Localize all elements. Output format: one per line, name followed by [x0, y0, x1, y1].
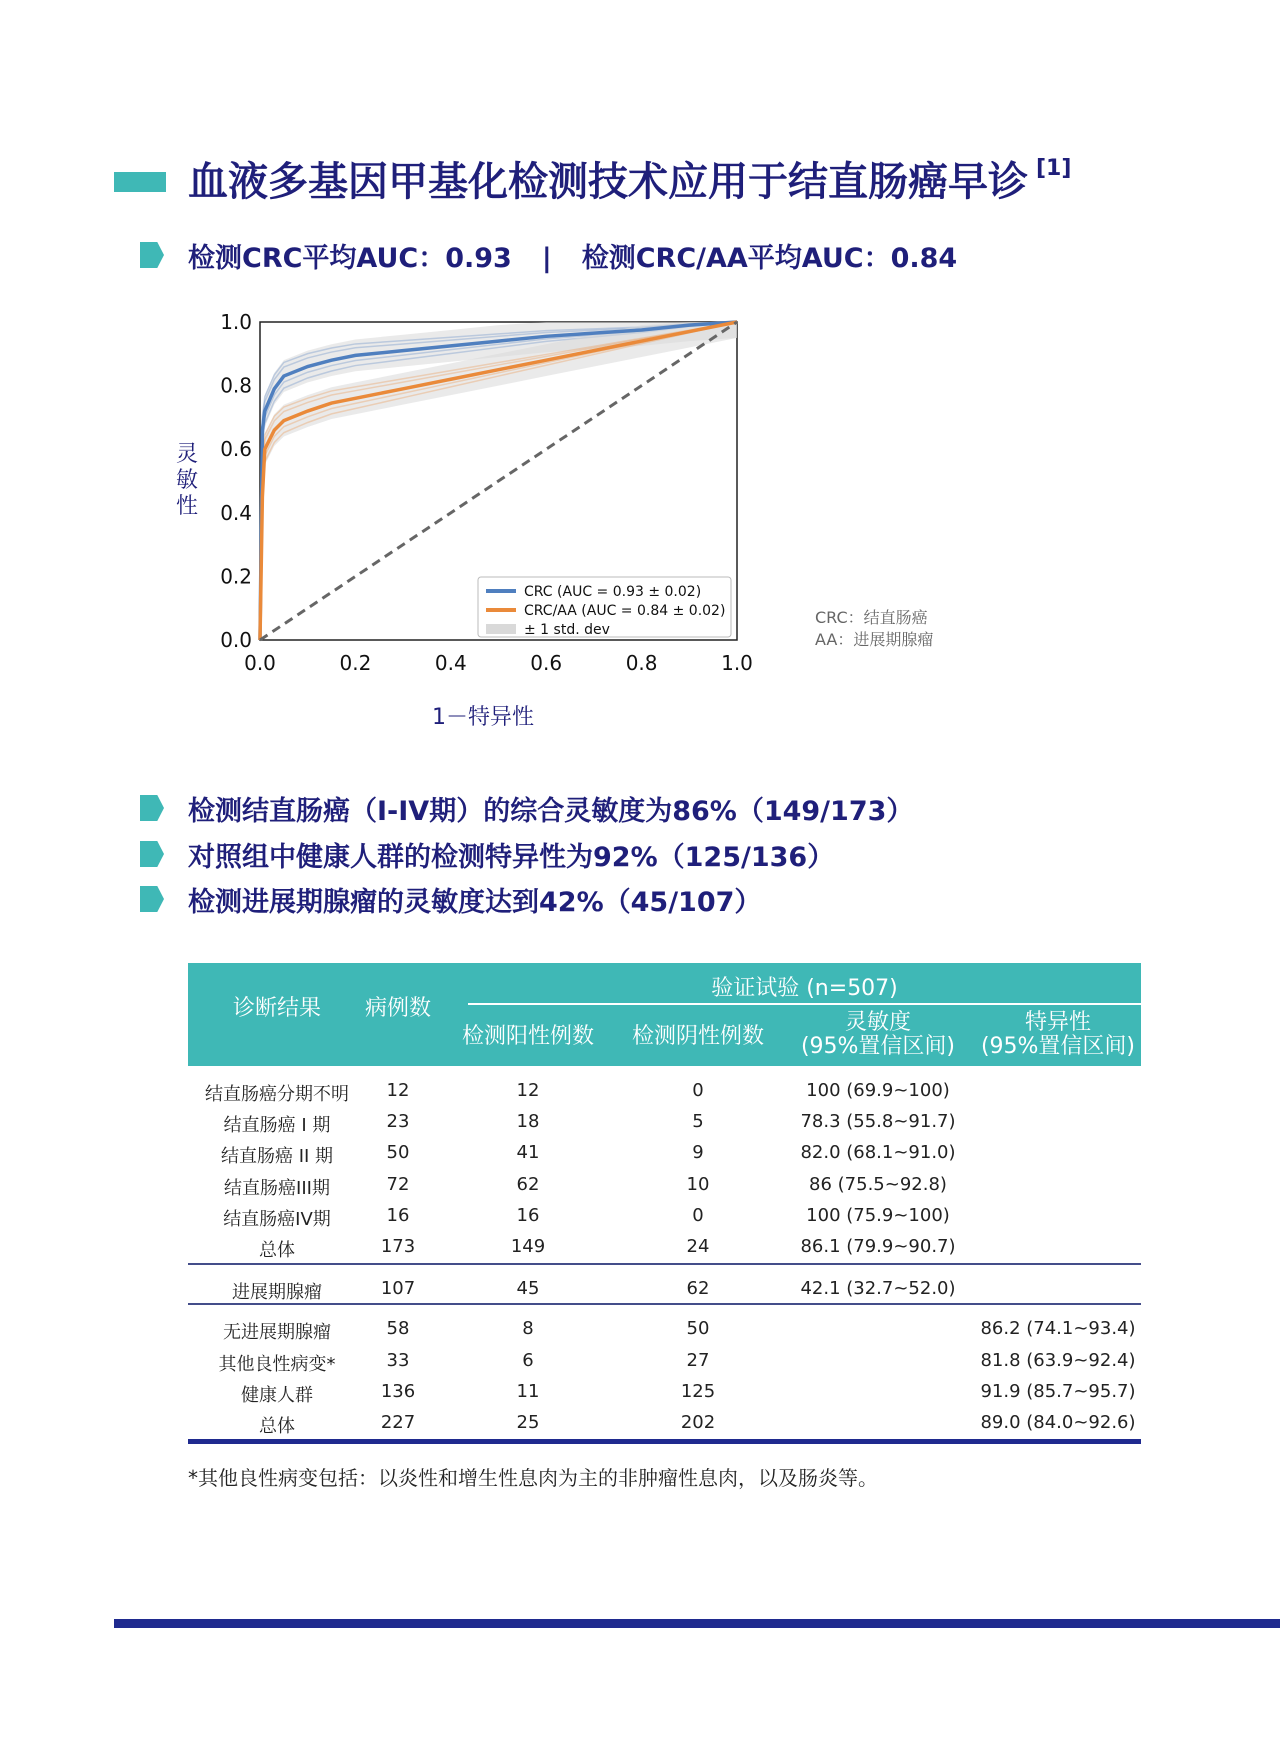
table-cell: 健康人群: [241, 1385, 313, 1406]
table-cell: 227: [380, 1412, 416, 1433]
table-cell: 86.2 (74.1~93.4): [980, 1318, 1136, 1339]
table-cell: 其他良性病变*: [218, 1354, 336, 1375]
table-row: [188, 1203, 1141, 1231]
table-row: [188, 1410, 1141, 1438]
header-specificity: 特异性 (95%置信区间): [980, 1010, 1136, 1059]
table-cell: 结直肠癌 II 期: [220, 1146, 334, 1167]
footer-bar: [114, 1619, 1280, 1628]
table-cell: 10: [686, 1174, 710, 1195]
table-cell: 结直肠癌III期: [224, 1178, 330, 1199]
table-row: [188, 1140, 1141, 1168]
x-tick-label: 0.8: [625, 651, 658, 675]
table-row: [188, 1078, 1141, 1106]
table-cell: 45: [516, 1278, 540, 1299]
table-divider: [188, 1303, 1141, 1305]
legend-label: CRC/AA (AUC = 0.84 ± 0.02): [524, 603, 726, 619]
roc-chart: [170, 300, 770, 690]
table-cell: 136: [380, 1381, 416, 1402]
footnote: *其他良性病变包括：以炎性和增生性息肉为主的非肿瘤性息肉，以及肠炎等。: [188, 1466, 878, 1490]
table-cell: 12: [516, 1080, 540, 1101]
auc-summary: [188, 236, 957, 275]
y-tick-label: 0.4: [220, 500, 252, 525]
x-tick-label: 0.0: [244, 651, 276, 675]
bullet-healthy-specificity: 对照组中健康人群的检测特异性为92%（125/136）: [188, 842, 835, 873]
table-row: [188, 1276, 1141, 1304]
results-table: [188, 963, 1141, 1456]
table-divider: [188, 1263, 1141, 1265]
table-cell: 50: [386, 1142, 410, 1163]
chart-note-aa: AA：进展期腺瘤: [815, 630, 934, 649]
table-cell: 结直肠癌分期不明: [205, 1084, 349, 1105]
chart-note-crc: CRC：结直肠癌: [815, 608, 928, 627]
table-cell: 149: [510, 1236, 546, 1257]
legend-swatch: [486, 624, 516, 634]
bullet-crc-sensitivity: 检测结直肠癌（I-IV期）的综合灵敏度为86%（149/173）: [188, 796, 914, 827]
bullet-arrow-icon: [140, 886, 164, 912]
table-cell: 18: [516, 1111, 540, 1132]
table-cell: 23: [386, 1111, 410, 1132]
bullet-arrow-icon: [140, 242, 164, 268]
x-tick-label: 0.2: [339, 651, 372, 675]
x-axis-title: 1－特异性: [432, 705, 534, 730]
title-accent-bar: [114, 172, 166, 192]
y-tick-label: 0.2: [220, 564, 252, 589]
table-cell: 16: [516, 1205, 540, 1226]
table-cell: 8: [522, 1318, 534, 1339]
table-cell: 6: [522, 1350, 534, 1371]
table-cell: 100 (69.9~100): [806, 1080, 950, 1101]
table-cell: 41: [516, 1142, 540, 1163]
table-row: [188, 1172, 1141, 1200]
table-cell: 89.0 (84.0~92.6): [980, 1412, 1136, 1433]
table-cell: 62: [516, 1174, 540, 1195]
table-header: [188, 963, 1141, 1066]
legend-label: ± 1 std. dev: [524, 622, 610, 638]
table-cell: 12: [386, 1080, 410, 1101]
table-cell: 无进展期腺瘤: [223, 1322, 331, 1343]
table-cell: 0: [692, 1205, 704, 1226]
x-tick-label: 0.4: [434, 651, 467, 675]
table-cell: 5: [692, 1111, 704, 1132]
legend-label: CRC (AUC = 0.93 ± 0.02): [524, 584, 702, 600]
header-cases: 病例数: [364, 996, 431, 1021]
table-cell: 42.1 (32.7~52.0): [800, 1278, 956, 1299]
auc-separator: |: [541, 243, 552, 274]
y-tick-label: 0.0: [220, 628, 252, 652]
y-tick-label: 0.6: [220, 437, 252, 462]
x-tick-label: 0.6: [530, 651, 563, 675]
table-row: [188, 1316, 1141, 1344]
table-cell: 72: [386, 1174, 410, 1195]
header-negative: 检测阴性例数: [631, 1024, 764, 1049]
table-cell: 0: [692, 1080, 704, 1101]
table-cell: 202: [680, 1412, 716, 1433]
table-cell: 11: [516, 1381, 540, 1402]
table-cell: 125: [680, 1381, 716, 1402]
table-cell: 24: [686, 1236, 710, 1257]
table-row: [188, 1348, 1141, 1376]
y-axis-title: 灵敏性: [176, 442, 199, 519]
table-cell: 50: [686, 1318, 710, 1339]
table-cell: 27: [686, 1350, 710, 1371]
header-divider: [468, 1003, 1141, 1005]
table-cell: 173: [380, 1236, 416, 1257]
table-cell: 结直肠癌 I 期: [223, 1115, 331, 1136]
table-cell: 25: [516, 1412, 540, 1433]
title-reference: [1]: [1036, 155, 1072, 181]
table-cell: 总体: [259, 1416, 295, 1437]
table-body: [188, 1066, 1141, 1456]
table-cell: 33: [386, 1350, 410, 1371]
table-cell: 16: [386, 1205, 410, 1226]
table-cell: 进展期腺瘤: [232, 1282, 322, 1303]
table-row: [188, 1379, 1141, 1407]
y-tick-label: 1.0: [220, 310, 252, 334]
table-row: [188, 1234, 1141, 1262]
table-cell: 82.0 (68.1~91.0): [800, 1142, 956, 1163]
auc-crc: 检测CRC平均AUC：0.93: [188, 243, 512, 274]
table-cell: 总体: [259, 1240, 295, 1261]
table-cell: 62: [686, 1278, 710, 1299]
table-cell: 100 (75.9~100): [806, 1205, 950, 1226]
table-cell: 78.3 (55.8~91.7): [800, 1111, 956, 1132]
table-cell: 结直肠癌IV期: [223, 1209, 331, 1230]
table-cell: 86.1 (79.9~90.7): [800, 1236, 956, 1257]
table-cell: 107: [380, 1278, 416, 1299]
table-cell: 86 (75.5~92.8): [809, 1174, 947, 1195]
auc-crc-aa: 检测CRC/AA平均AUC：0.84: [581, 243, 958, 274]
header-validation: 验证试验 (n=507): [711, 976, 898, 1001]
bullet-arrow-icon: [140, 841, 164, 867]
table-cell: 91.9 (85.7~95.7): [980, 1381, 1136, 1402]
header-positive: 检测阳性例数: [461, 1024, 594, 1049]
page-title: 血液多基因甲基化检测技术应用于结直肠癌早诊 [1]: [188, 155, 1072, 205]
header-sensitivity: 灵敏度 (95%置信区间): [800, 1010, 956, 1059]
table-cell: 58: [386, 1318, 410, 1339]
header-diagnosis: 诊断结果: [232, 996, 321, 1021]
bullet-arrow-icon: [140, 795, 164, 821]
y-tick-label: 0.8: [220, 373, 252, 398]
table-cell: 9: [692, 1142, 704, 1163]
bullet-aa-sensitivity: 检测进展期腺瘤的灵敏度达到42%（45/107）: [188, 887, 762, 918]
table-row: [188, 1109, 1141, 1137]
table-cell: 81.8 (63.9~92.4): [980, 1350, 1136, 1371]
table-divider: [188, 1439, 1141, 1444]
x-tick-label: 1.0: [721, 651, 753, 675]
